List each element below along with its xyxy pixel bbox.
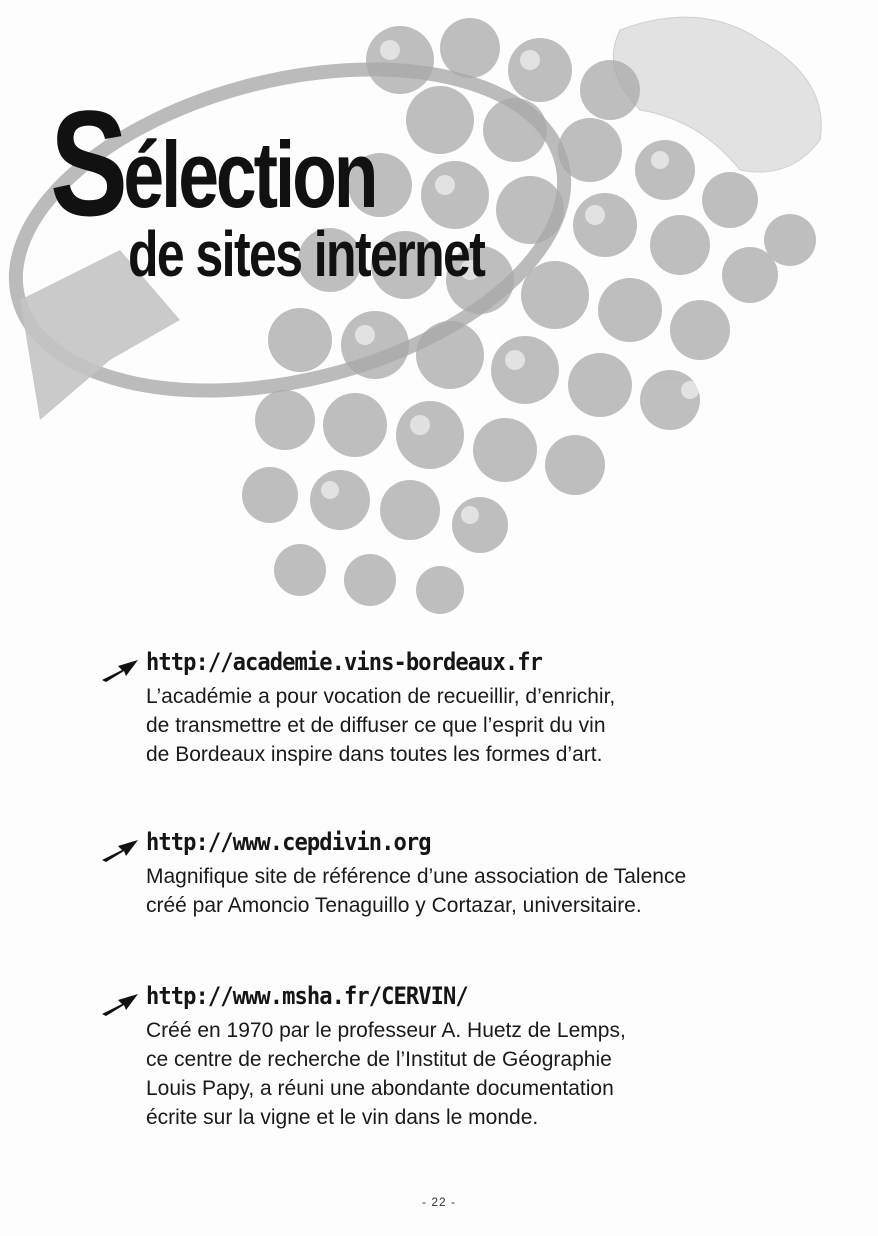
page-subtitle: de sites internet (128, 218, 485, 290)
arrow-pointer-icon (100, 832, 140, 862)
description-line: L’académie a pour vocation de recueillir, d’enrichir, (146, 685, 616, 708)
site-link[interactable]: http://academie.vins-bordeaux.fr (146, 648, 542, 676)
site-description (146, 682, 826, 769)
arrow-pointer-icon (100, 986, 140, 1016)
description-line: créé par Amoncio Tenaguillo y Cortazar, universitaire. (146, 894, 642, 917)
title-line1-rest: élection (123, 122, 376, 227)
description-line: Magnifique site de référence d’une association de Talence (146, 865, 687, 888)
page-title (50, 79, 376, 247)
site-description (146, 862, 826, 920)
arrow-pointer-icon (100, 652, 140, 682)
description-line: Créé en 1970 par le professeur A. Huetz de Lemps, (146, 1019, 626, 1042)
title-drop-capital: S (50, 79, 124, 247)
site-link[interactable]: http://www.cepdivin.org (146, 828, 431, 856)
site-link[interactable]: http://www.msha.fr/CERVIN/ (146, 982, 468, 1010)
description-line: ce centre de recherche de l’Institut de Géographie (146, 1048, 612, 1071)
description-line: de transmettre et de diffuser ce que l’esprit du vin (146, 714, 606, 737)
page-number: - 22 - (421, 1195, 456, 1209)
description-line: Louis Papy, a réuni une abondante documentation (146, 1077, 614, 1100)
description-line: de Bordeaux inspire dans toutes les formes d’art. (146, 743, 603, 766)
site-description (146, 1016, 826, 1132)
description-line: écrite sur la vigne et le vin dans le monde. (146, 1106, 539, 1129)
